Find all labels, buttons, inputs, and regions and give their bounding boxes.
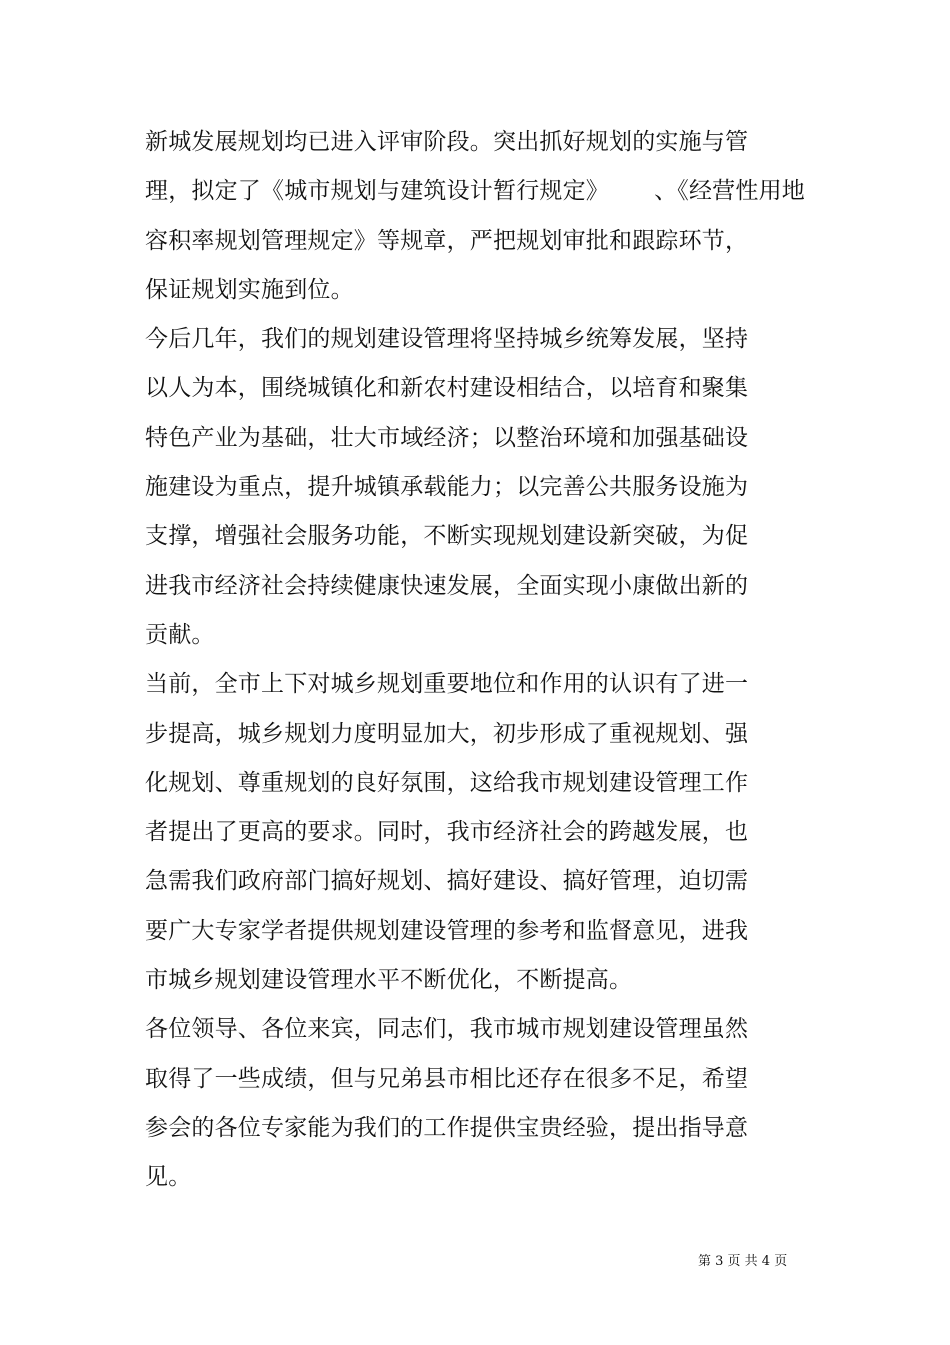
text-line: 要广大专家学者提供规划建设管理的参考和监督意见，进我	[145, 917, 749, 944]
text-line: 当前，全市上下对城乡规划重要地位和作用的认识有了进一	[145, 671, 749, 698]
text-line: 见。	[145, 1164, 192, 1191]
body-text	[145, 118, 925, 1203]
text-line: 步提高，城乡规划力度明显加大，初步形成了重视规划、强	[145, 720, 749, 747]
text-line: 市城乡规划建设管理水平不断优化，不断提高。	[145, 967, 633, 994]
text-line: 以人为本，围绕城镇化和新农村建设相结合，以培育和聚集	[145, 375, 749, 402]
text-line: 今后几年，我们的规划建设管理将坚持城乡统筹发展，坚持	[145, 326, 749, 353]
text-line: 新城发展规划均已进入评审阶段。突出抓好规划的实施与管	[145, 129, 749, 155]
text-line: 保证规划实施到位。	[145, 276, 354, 303]
text-line: 贡献。	[145, 621, 215, 648]
text-line: 特色产业为基础，壮大市域经济；以整治环境和加强基础设	[145, 424, 749, 451]
text-line: 容积率规划管理规定》等规章，严把规划审批和跟踪环节，	[145, 227, 749, 254]
text-line: 者提出了更高的要求。同时，我市经济社会的跨越发展，也	[145, 819, 749, 846]
page-number: 第 3 页 共 4 页	[698, 1254, 788, 1269]
text-line: 取得了一些成绩，但与兄弟县市相比还存在很多不足，希望	[145, 1065, 749, 1092]
text-line: 化规划、尊重规划的良好氛围，这给我市规划建设管理工作	[145, 769, 749, 796]
text-line: 各位领导、各位来宾，同志们，我市城市规划建设管理虽然	[145, 1016, 749, 1043]
text-line: 参会的各位专家能为我们的工作提供宝贵经验，提出指导意	[145, 1114, 749, 1141]
text-line: 急需我们政府部门搞好规划、搞好建设、搞好管理，迫切需	[145, 868, 749, 895]
text-line: 施建设为重点，提升城镇承载能力；以完善公共服务设施为	[145, 474, 749, 501]
text-line: 理，拟定了《城市规划与建筑设计暂行规定》 、《经营性用地	[145, 178, 805, 205]
text-line: 进我市经济社会持续健康快速发展，全面实现小康做出新的	[145, 572, 749, 599]
text-line: 支撑，增强社会服务功能，不断实现规划建设新突破，为促	[145, 523, 749, 550]
